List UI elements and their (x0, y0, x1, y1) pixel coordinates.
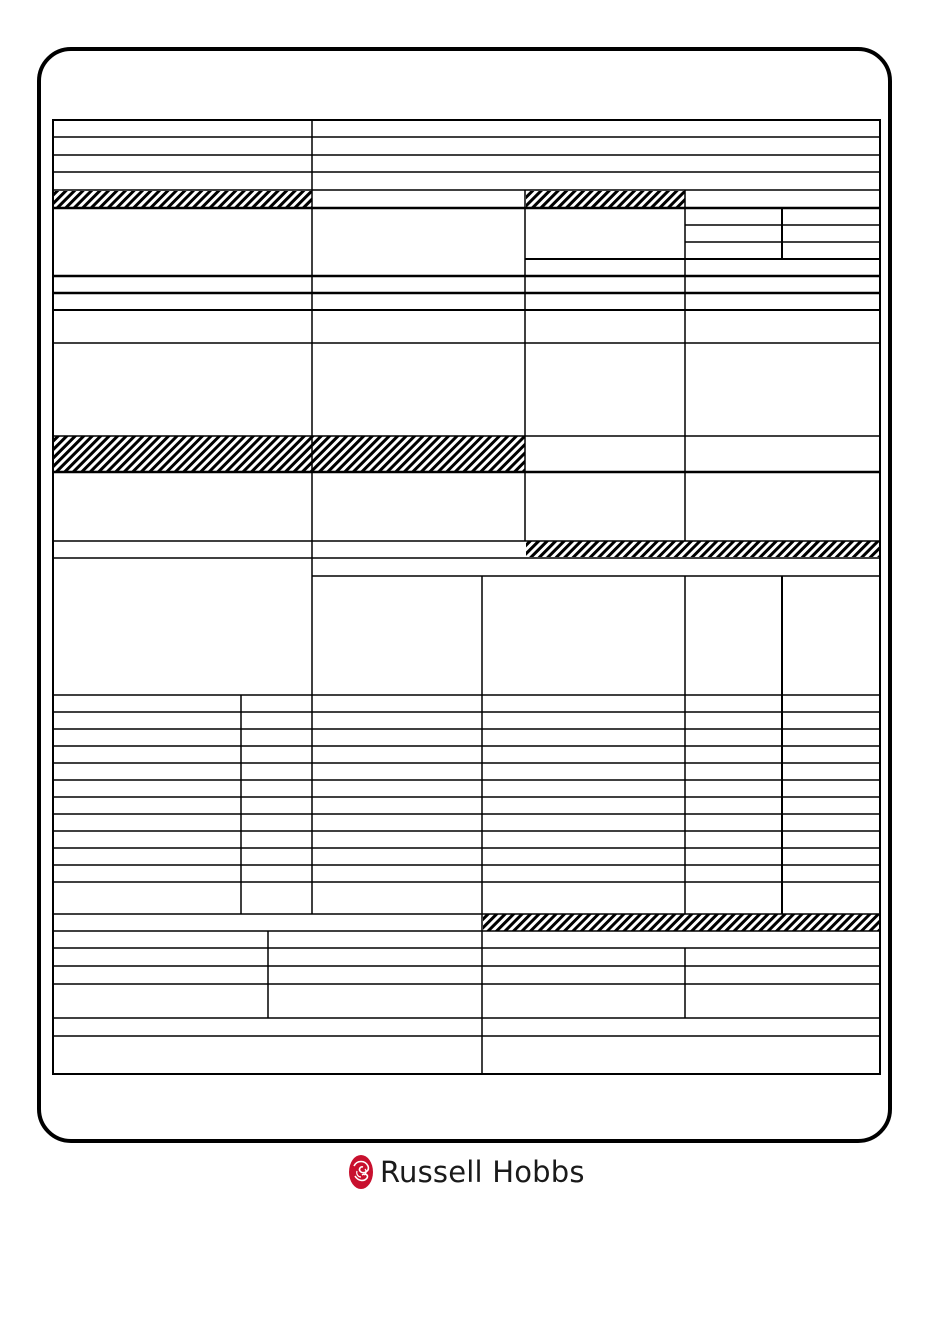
brand-logo-lockup (348, 1151, 585, 1193)
hatched-cells (54, 191, 880, 931)
russell-hobbs-emblem-icon (348, 1154, 374, 1190)
hatched-cell (54, 436, 525, 471)
brand-name: Russell Hobbs (380, 1154, 585, 1189)
hatched-cell (526, 191, 685, 207)
hatched-cell (54, 191, 312, 207)
hatched-cell (483, 914, 880, 931)
form-lines (53, 120, 880, 1074)
hatched-cell (526, 541, 880, 557)
